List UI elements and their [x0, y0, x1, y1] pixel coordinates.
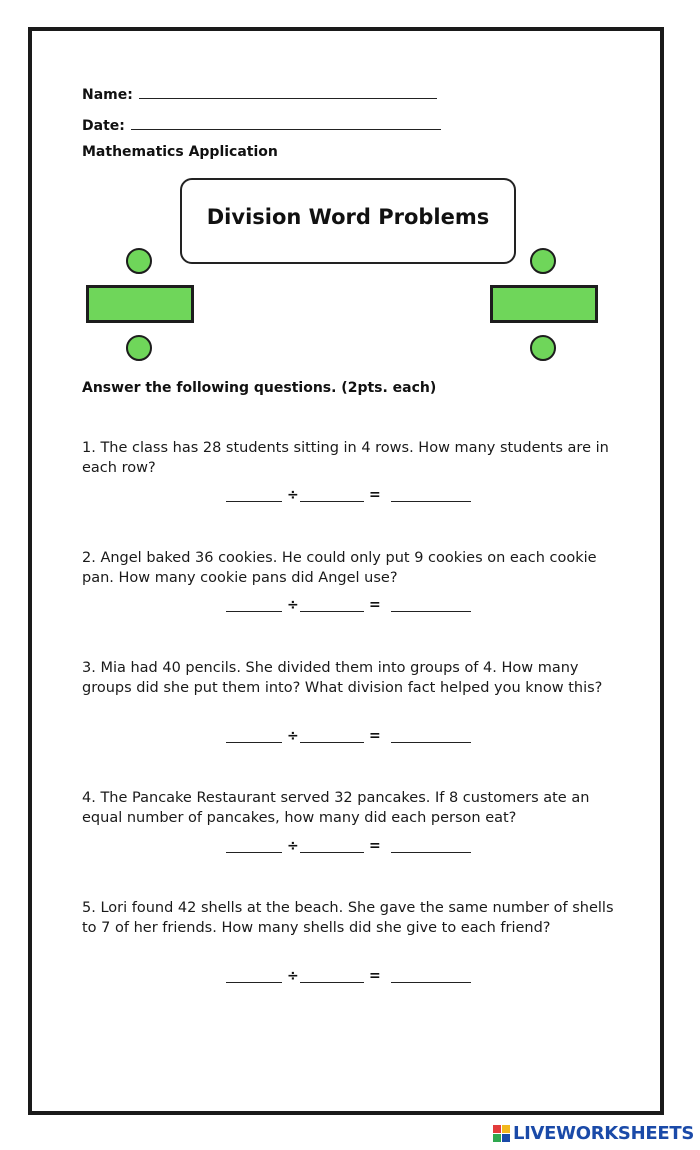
worksheet-title: Division Word Problems — [206, 205, 490, 229]
quotient-blank[interactable] — [391, 982, 471, 983]
name-label: Name: — [82, 87, 133, 103]
divisor-blank[interactable] — [300, 852, 364, 853]
dividend-blank[interactable] — [226, 611, 282, 612]
division-symbol-right-icon — [490, 248, 600, 358]
question-2: 2. Angel baked 36 cookies. He could only put 9 cookies on each cookie pan. How many cookie pans did Angel use? — [82, 550, 597, 586]
equals-sign: = — [369, 487, 381, 503]
divisor-blank[interactable] — [300, 501, 364, 502]
date-input-line[interactable] — [131, 115, 441, 130]
date-label: Date: — [82, 118, 125, 134]
equals-sign: = — [369, 838, 381, 854]
dividend-blank[interactable] — [226, 501, 282, 502]
date-field — [82, 115, 441, 134]
quotient-blank[interactable] — [391, 852, 471, 853]
instructions: Answer the following questions. (2pts. each) — [82, 380, 437, 396]
question-5: 5. Lori found 42 shells at the beach. She gave the same number of shells to 7 of her friends. How many shells did she give to each friend? — [82, 900, 614, 936]
liveworksheets-logo-icon — [493, 1125, 511, 1143]
title-box — [180, 178, 516, 264]
divide-sign: ÷ — [287, 597, 299, 613]
divide-sign: ÷ — [287, 487, 299, 503]
quotient-blank[interactable] — [391, 501, 471, 502]
dividend-blank[interactable] — [226, 852, 282, 853]
name-field — [82, 84, 437, 103]
equals-sign: = — [369, 597, 381, 613]
subject-label: Mathematics Application — [82, 144, 278, 160]
quotient-blank[interactable] — [391, 611, 471, 612]
quotient-blank[interactable] — [391, 742, 471, 743]
divisor-blank[interactable] — [300, 611, 364, 612]
equals-sign: = — [369, 728, 381, 744]
divide-sign: ÷ — [287, 968, 299, 984]
equals-sign: = — [369, 968, 381, 984]
question-4: 4. The Pancake Restaurant served 32 pancakes. If 8 customers ate an equal number of pancakes, how many did each person eat? — [82, 790, 590, 826]
divide-sign: ÷ — [287, 728, 299, 744]
divisor-blank[interactable] — [300, 982, 364, 983]
dividend-blank[interactable] — [226, 742, 282, 743]
divisor-blank[interactable] — [300, 742, 364, 743]
division-symbol-left-icon — [86, 248, 196, 358]
watermark-text: LIVEWORKSHEETS — [512, 1123, 694, 1144]
dividend-blank[interactable] — [226, 982, 282, 983]
liveworksheets-watermark[interactable] — [493, 1123, 694, 1144]
name-input-line[interactable] — [139, 84, 437, 99]
divide-sign: ÷ — [287, 838, 299, 854]
question-3: 3. Mia had 40 pencils. She divided them into groups of 4. How many groups did she put them into? What division fact helped you know this? — [82, 660, 603, 696]
question-1: 1. The class has 28 students sitting in 4 rows. How many students are in each row? — [82, 440, 609, 476]
